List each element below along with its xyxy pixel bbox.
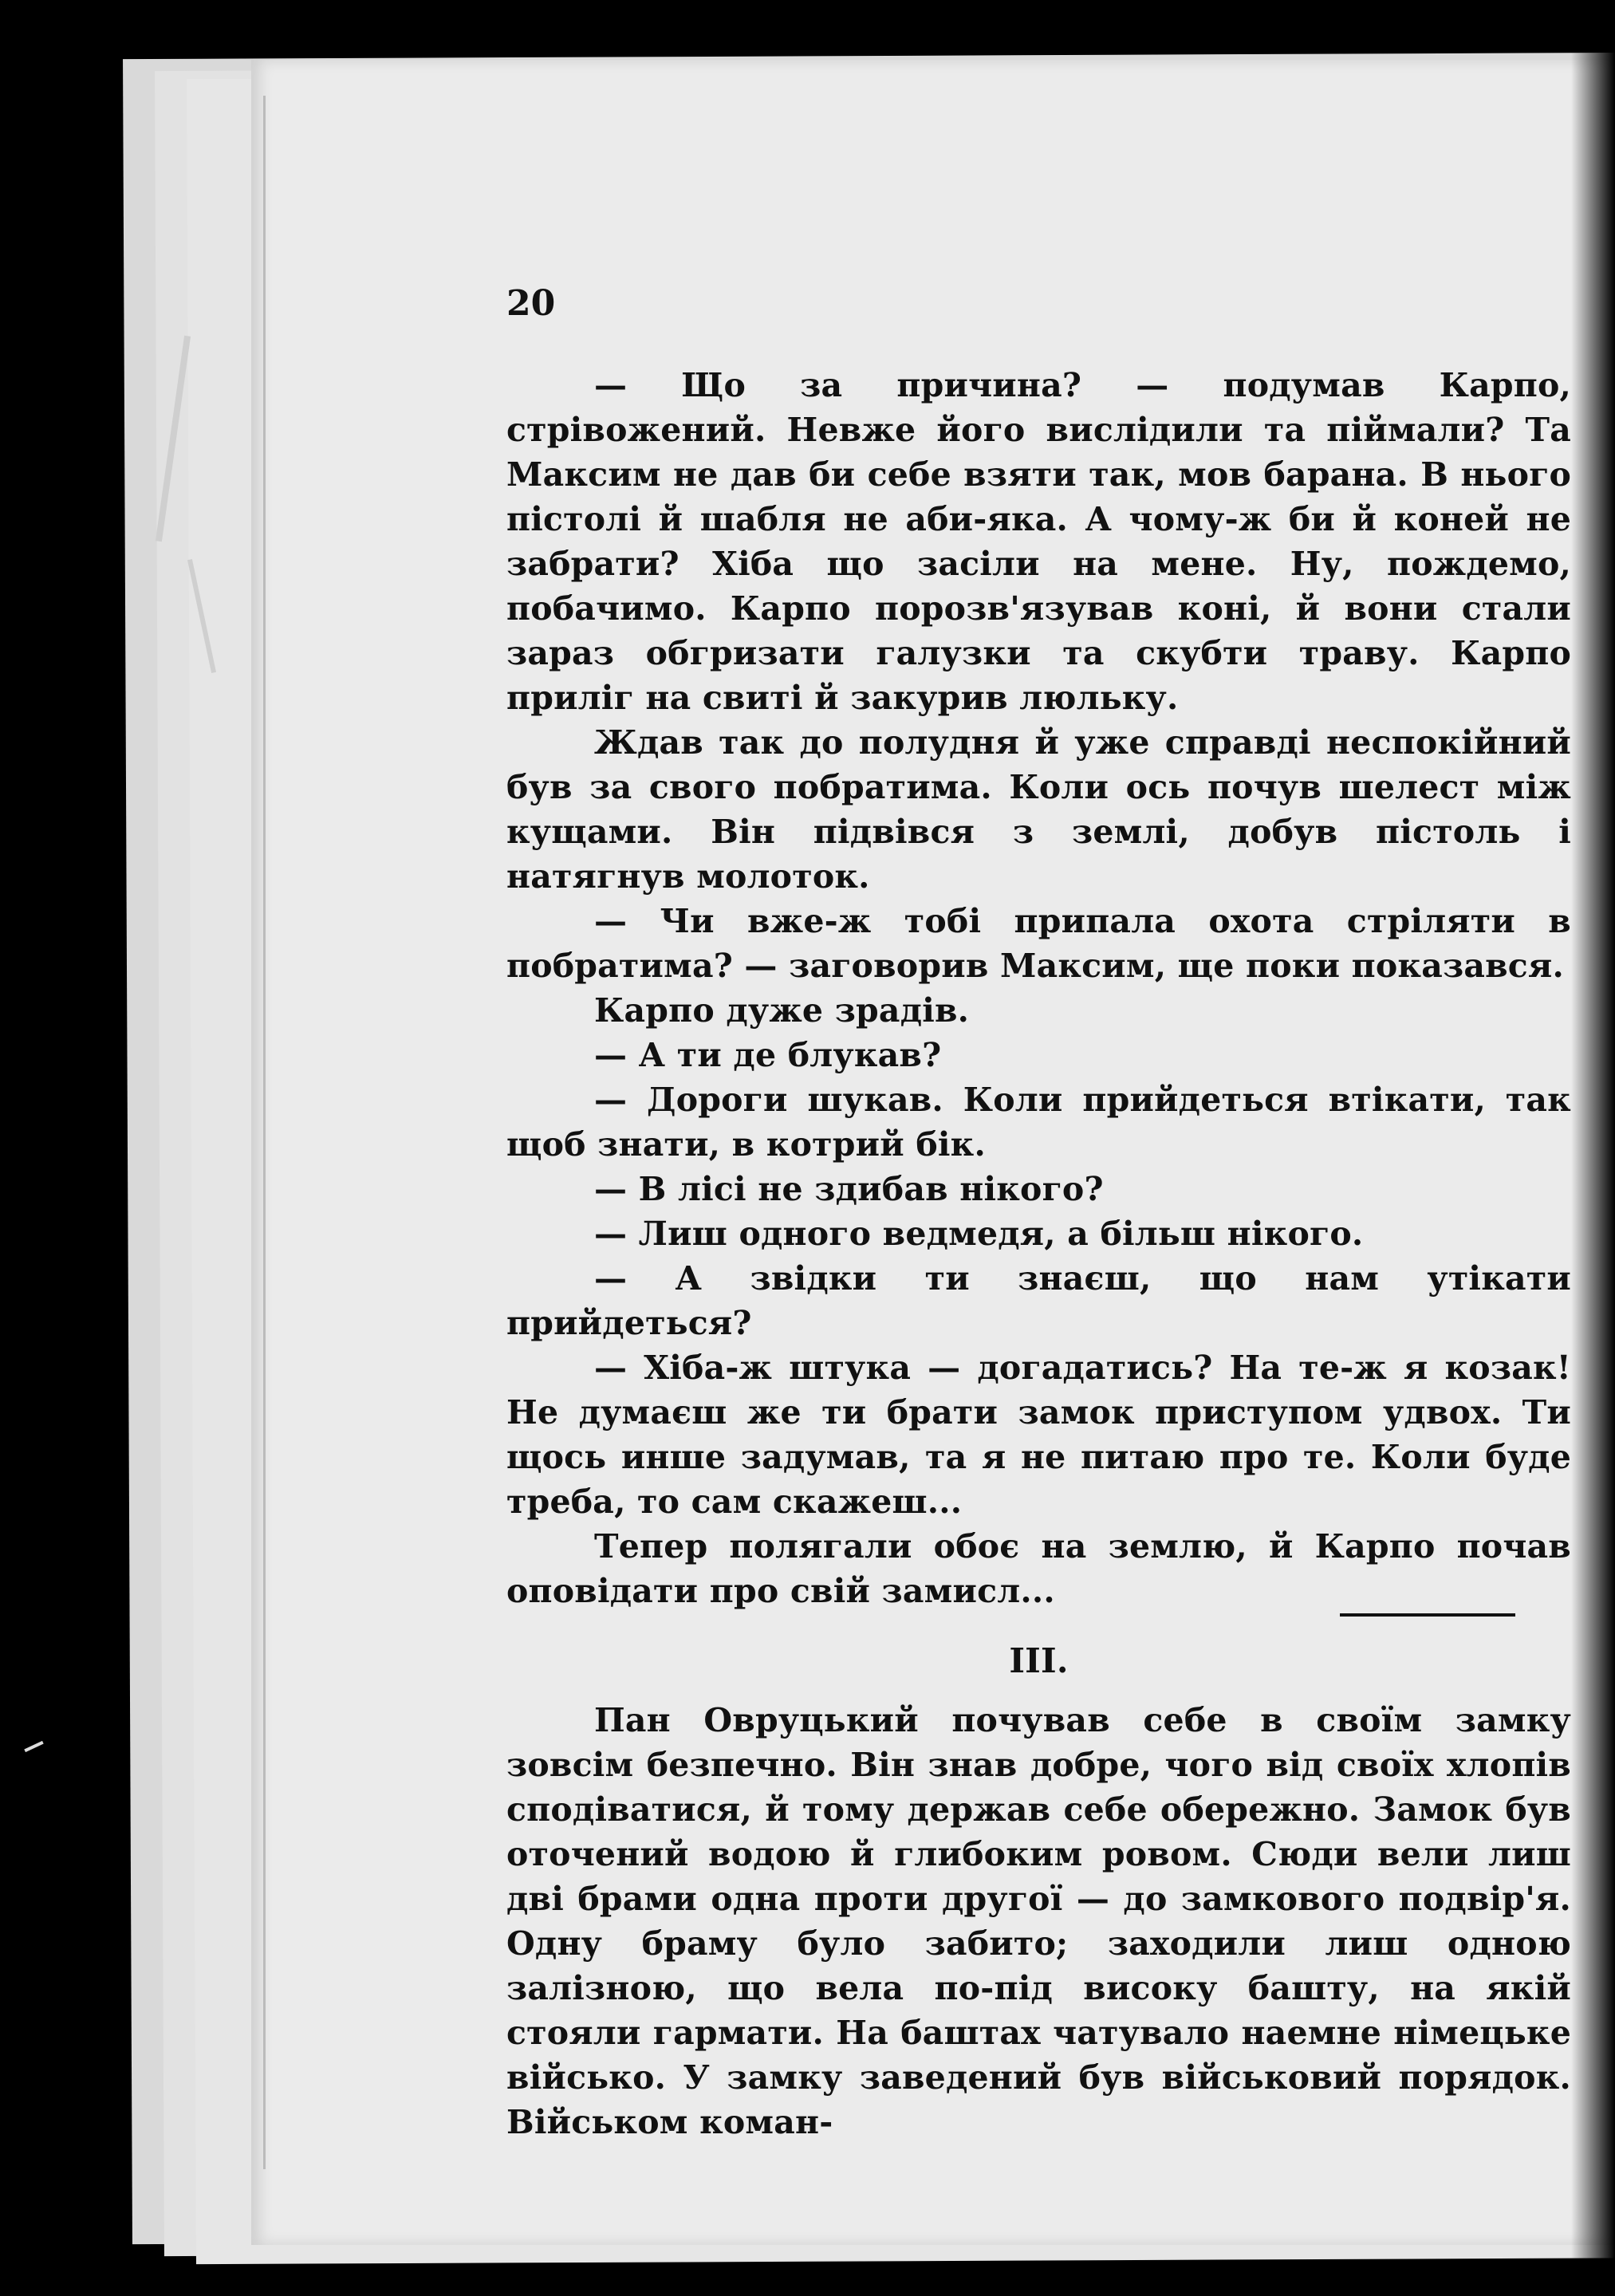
text-paragraph: — Лиш одного ведмедя, а більш нікого. [594,1215,1364,1253]
text-paragraph: Пан Овруцький почував себе в своїм замку зовсім безпечно. Він знав добре, чого від своїх хлопів сподіватися, й тому держав себе обережно. Замок був оточений водою й глибоким ровом. Сюди вели лиш дві брами одна проти другої — до замкового подвір'я. Одну браму було забито; заходили лиш одною залізною, що вела по-під високу башту, на якій стояли гармати. На баштах чатувало наемне німецьке військо. У замку заведений був військовий порядок. Військом коман- [506,1701,1571,2141]
text-paragraph: Ждав так до полудня й уже справді неспокійний був за свого побратима. Коли ось почув шелест між кущами. Він підвівся з землі, добув пістоль і натягнув молоток. [506,723,1571,896]
section-number: III. [1009,1641,1069,1680]
text-paragraph: Тепер полягали обоє на землю, й Карпо почав оповідати про свій замисл... [506,1527,1571,1610]
text-paragraph: — Дороги шукав. Коли прийдеться втікати, так щоб знати, в котрий бік. [506,1081,1571,1164]
scan-artifact-mark [24,1741,43,1752]
text-paragraph: — А ти де блукав? [594,1036,942,1074]
page-number: 20 [506,283,556,324]
text-paragraph: Карпо дуже зрадів. [594,991,970,1030]
text-paragraph: — Хіба-ж штука — догадатись? На те-ж я козак! Не думаєш же ти брати замок приступом удвох. Ти щось инше задумав, та я не питаю про те. Коли буде треба, то сам скажеш... [506,1349,1571,1521]
section-divider [1340,1613,1515,1617]
page-edge-line [263,96,266,2169]
text-paragraph: — Що за причина? — подумав Карпо, стрівожений. Невже його вислідили та піймали? Та Максим не дав би себе взяти так, мов барана. В нього пістолі й шабля не аби-яка. А чому-ж би й коней не забрати? Хіба що засіли на мене. Ну, пождемо, побачимо. Карпо порозв'язував коні, й вони стали зараз обгризати галузки та скубти траву. Карпо приліг на свиті й закурив люльку. [506,366,1571,717]
text-paragraph: — В лісі не здибав нікого? [594,1170,1104,1208]
binding-shadow [1571,0,1615,2296]
main-text [506,279,1571,2144]
page-number-spacing [506,279,1571,363]
text-paragraph: — А звідки ти знаєш, що нам утікати прийдеться? [506,1259,1571,1342]
text-paragraph: — Чи вже-ж тобі припала охота стріляти в побратима? — заговорив Максим, ще поки показався. [506,902,1571,985]
